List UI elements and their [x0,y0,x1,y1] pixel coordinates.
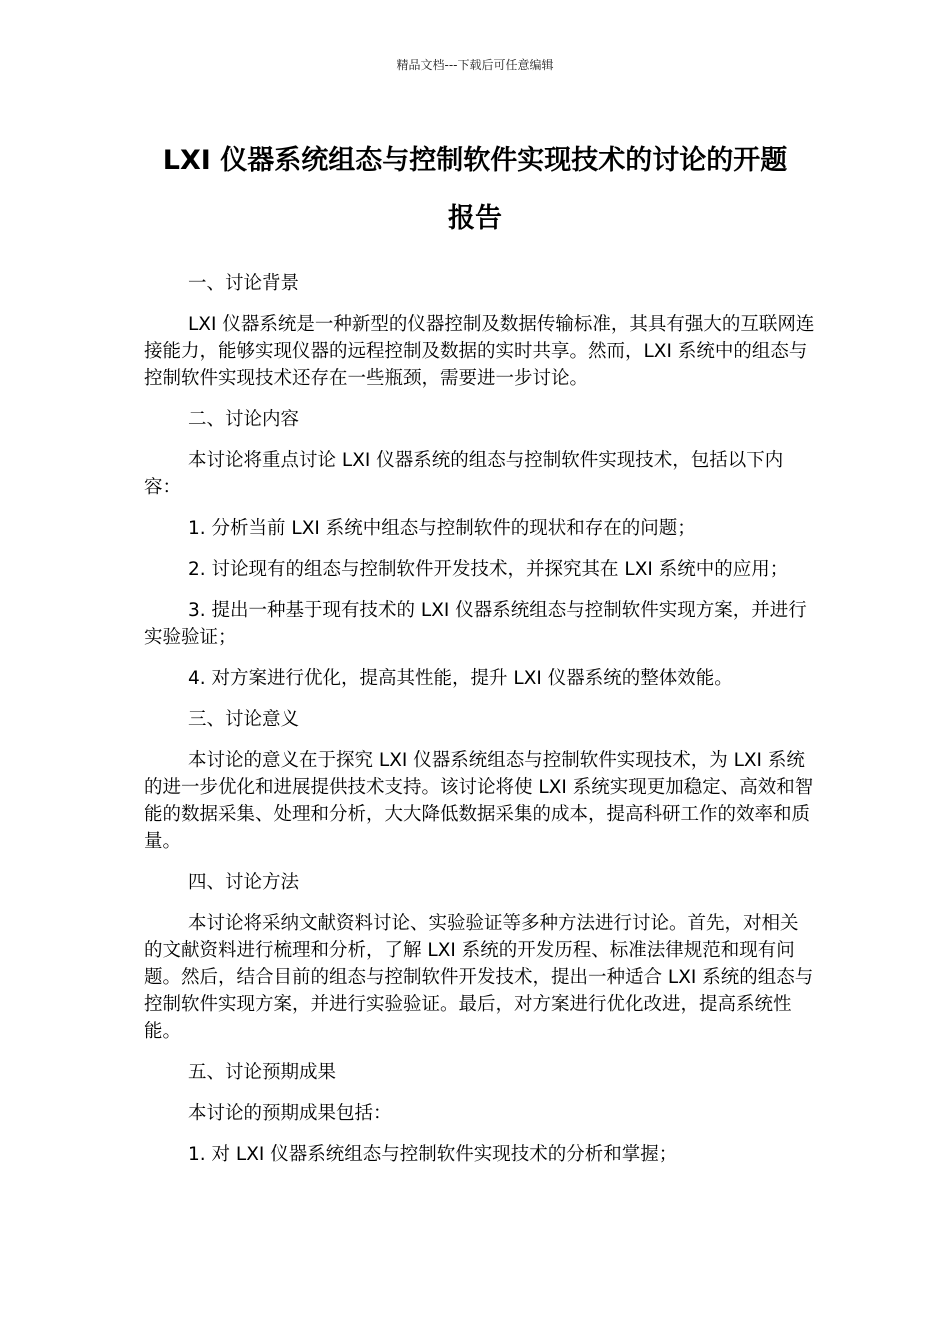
section-heading-significance: 三、讨论意义 [188,709,300,730]
page-header-note: 精品文档---下载后可任意编辑 [396,58,554,72]
document-title [140,132,810,248]
section-heading-content: 二、讨论内容 [188,409,300,430]
document-title-line1: LXI 仪器系统组态与控制软件实现技术的讨论的开题 [162,145,788,176]
paragraph-content-intro: 本讨论将重点讨论 LXI 仪器系统的组态与控制软件实现技术，包括以下内容： [144,450,784,498]
list-item: 1. 分析当前 LXI 系统中组态与控制软件的现状和存在的问题； [188,518,696,539]
section-heading-expected-results: 五、讨论预期成果 [188,1062,337,1083]
section-heading-background: 一、讨论背景 [188,273,300,294]
document-body [144,270,816,1182]
list-item: 2. 讨论现有的组态与控制软件开发技术，并探究其在 LXI 系统中的应用； [188,559,789,580]
list-item: 1. 对 LXI 仪器系统组态与控制软件实现技术的分析和掌握； [188,1144,678,1165]
paragraph-expected-results-intro: 本讨论的预期成果包括： [188,1103,392,1124]
paragraph-method: 本讨论将采纳文献资料讨论、实验验证等多种方法进行讨论。首先，对相关的文献资料进行梳理和分析，了解 LXI 系统的开发历程、标准法律规范和现有问题。然后，结合目前的组态与控制软件开发技术，提出一种适合 LXI 系统的组态与控制软件实现方案，并进行实验验证。最后，对方案进行优化改进，提高系统性能。 [144,913,814,1042]
paragraph-significance: 本讨论的意义在于探究 LXI 仪器系统组态与控制软件实现技术，为 LXI 系统的进一步优化和进展提供技术支持。该讨论将使 LXI 系统实现更加稳定、高效和智能的数据采集、处理和分析，大大降低数据采集的成本，提高科研工作的效率和质量。 [144,750,814,852]
document-title-line2: 报告 [448,203,502,234]
list-item: 3. 提出一种基于现有技术的 LXI 仪器系统组态与控制软件实现方案，并进行实验验证； [144,600,807,648]
section-heading-method: 四、讨论方法 [188,872,300,893]
list-item: 4. 对方案进行优化，提高其性能，提升 LXI 仪器系统的整体效能。 [188,668,733,689]
paragraph-background: LXI 仪器系统是一种新型的仪器控制及数据传输标准，其具有强大的互联网连接能力，能够实现仪器的远程控制及数据的实时共享。然而，LXI 系统中的组态与控制软件实现技术还存在一些瓶颈，需要进一步讨论。 [144,314,815,389]
